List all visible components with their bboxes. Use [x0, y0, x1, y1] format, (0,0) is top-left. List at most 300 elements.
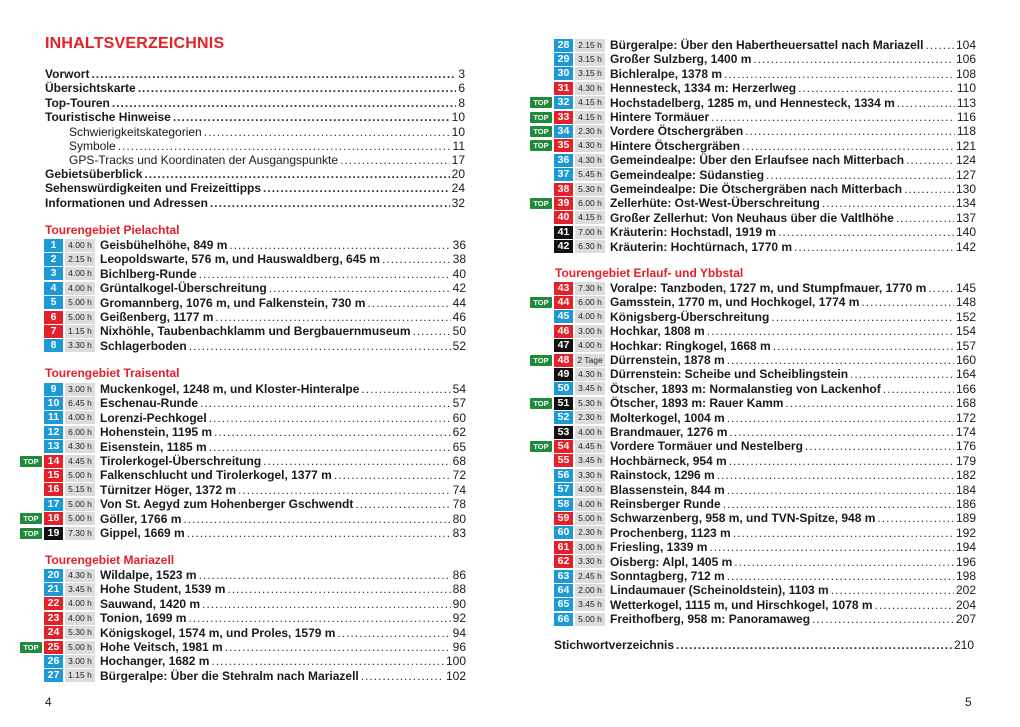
leader-dots — [745, 124, 955, 138]
tour-page: 83 — [452, 526, 466, 540]
tour-entry[interactable] — [554, 124, 976, 138]
leader-dots — [723, 497, 954, 511]
page-title: INHALTSVERZEICHNIS — [45, 35, 225, 52]
tour-entry[interactable] — [44, 324, 466, 338]
tour-title: Hintere Tormäuer — [610, 110, 710, 124]
toc-entry[interactable] — [45, 110, 465, 124]
leader-dots — [778, 225, 954, 239]
leader-dots — [734, 555, 954, 569]
tour-number: 29 — [554, 53, 573, 66]
leader-dots — [112, 96, 456, 110]
tour-number: 21 — [44, 583, 63, 596]
tour-page: 134 — [955, 196, 976, 211]
tour-entry[interactable] — [554, 295, 976, 309]
tour-duration: 3.30 h — [575, 555, 605, 568]
tour-duration: 5.30 h — [65, 626, 95, 639]
tour-title: Wildalpe, 1523 m — [100, 568, 197, 582]
leader-dots — [215, 310, 450, 324]
toc-entry[interactable] — [45, 96, 465, 110]
tour-page: 184 — [955, 482, 976, 497]
tour-page: 108 — [955, 66, 976, 81]
top-badge: TOP — [530, 140, 552, 151]
tour-number: 64 — [554, 584, 573, 597]
tour-title: Hochanger, 1682 m — [100, 654, 210, 669]
tour-entry[interactable] — [554, 497, 976, 511]
page-number-left: 4 — [45, 695, 52, 709]
tour-duration: 3.00 h — [65, 383, 95, 396]
tour-title: Oisberg: Alpl, 1405 m — [610, 554, 733, 569]
tour-number: 54 — [554, 440, 573, 453]
tour-number: 60 — [554, 526, 573, 539]
tour-page: 174 — [955, 425, 976, 439]
tour-duration: 4.00 h — [575, 426, 605, 439]
top-badge: TOP — [530, 198, 552, 209]
tour-number: 62 — [554, 555, 573, 568]
tour-title: Eisenstein, 1185 m — [100, 439, 207, 454]
tour-entry[interactable] — [554, 81, 976, 95]
tour-title: Gromannberg, 1076 m, und Falkenstein, 730 m — [100, 295, 366, 310]
tour-number: 5 — [44, 296, 63, 309]
tour-page: 78 — [452, 497, 466, 512]
tour-duration: 5.30 h — [575, 397, 605, 410]
tour-entry[interactable] — [554, 67, 976, 81]
tour-number: 66 — [554, 613, 573, 626]
tour-number: 34 — [554, 125, 573, 138]
tour-title: Bürgeralpe: Über den Habertheuersattel nach Mariazell — [610, 38, 924, 52]
tour-number: 7 — [44, 325, 63, 338]
leader-dots — [200, 396, 451, 410]
tour-duration: 1.15 h — [65, 669, 95, 682]
toc-entry[interactable] — [45, 181, 465, 195]
tour-page: 179 — [955, 453, 976, 468]
tour-number: 17 — [44, 498, 63, 511]
tour-duration: 2.15 h — [65, 253, 95, 266]
tour-duration: 3.45 h — [575, 382, 605, 395]
tour-page: 46 — [452, 310, 466, 324]
tour-entry[interactable] — [554, 310, 976, 324]
tour-page: 204 — [955, 597, 976, 612]
tour-page: 106 — [955, 52, 976, 67]
tour-entry[interactable] — [554, 540, 976, 554]
tour-page: 196 — [955, 554, 976, 569]
section-heading: Tourengebiet Pielachtal — [45, 223, 180, 237]
toc-entry-page: 10 — [451, 110, 465, 124]
leader-dots — [340, 153, 450, 167]
tour-duration: 3.15 h — [575, 67, 605, 80]
leader-dots — [173, 110, 450, 124]
toc-entry-label: Touristische Hinweise — [45, 110, 171, 124]
leader-dots — [753, 52, 954, 66]
tour-number: 51 — [554, 397, 573, 410]
tour-entry[interactable] — [554, 196, 976, 210]
leader-dots — [727, 483, 954, 497]
tour-entry[interactable] — [44, 267, 466, 281]
tour-title: Gemeindealpe: Die Ötschergräben nach Mitterbach — [610, 182, 903, 196]
tour-title: Falkenschlucht und Tirolerkogel, 1377 m — [100, 468, 332, 483]
tour-page: 164 — [955, 367, 976, 382]
tour-entry[interactable] — [554, 526, 976, 540]
tour-page: 90 — [452, 596, 466, 611]
tour-number: 38 — [554, 183, 573, 196]
toc-entry-label: Sehenswürdigkeiten und Freizeittipps — [45, 181, 262, 195]
tour-page: 72 — [452, 468, 466, 483]
tour-page: 124 — [955, 153, 976, 168]
tour-duration: 2.30 h — [575, 411, 605, 424]
tour-duration: 6.00 h — [65, 426, 95, 439]
tour-page: 57 — [452, 396, 466, 411]
tour-page: 92 — [452, 611, 466, 626]
tour-page: 100 — [445, 654, 466, 669]
tour-page: 198 — [955, 569, 976, 583]
tour-duration: 3.30 h — [575, 469, 605, 482]
tour-page: 160 — [955, 353, 976, 367]
toc-entry-page: 24 — [451, 181, 465, 195]
tour-duration: 5.00 h — [65, 296, 95, 309]
tour-entry[interactable] — [44, 238, 466, 252]
leader-dots — [138, 81, 457, 95]
tour-duration: 5.30 h — [575, 183, 605, 196]
tour-number: 50 — [554, 382, 573, 395]
tour-entry[interactable] — [554, 96, 976, 110]
toc-entry-page: 8 — [458, 96, 465, 110]
tour-duration: 3.00 h — [575, 325, 605, 338]
tour-duration: 2 Tage — [575, 354, 605, 367]
tour-title: Hochkar, 1808 m — [610, 324, 705, 339]
toc-entry-label: Schwierigkeitskategorien — [69, 125, 202, 139]
leader-dots — [263, 454, 450, 468]
toc-entry[interactable] — [69, 139, 465, 153]
toc-entry-page: 3 — [458, 67, 465, 81]
tour-page: 137 — [955, 210, 976, 225]
leader-dots — [238, 483, 451, 497]
leader-dots — [798, 81, 955, 95]
tour-page: 130 — [955, 182, 976, 196]
tour-duration: 5.00 h — [65, 498, 95, 511]
tour-title: Rainstock, 1296 m — [610, 468, 715, 483]
leader-dots — [771, 310, 954, 324]
top-badge: TOP — [530, 126, 552, 137]
tour-title: Sonntagberg, 712 m — [610, 569, 725, 583]
tour-number: 2 — [44, 253, 63, 266]
tour-entry[interactable] — [554, 483, 976, 497]
tour-duration: 4.30 h — [575, 139, 605, 152]
tour-entry[interactable] — [44, 497, 466, 511]
tour-entry[interactable] — [554, 583, 976, 597]
tour-duration: 7.30 h — [575, 282, 605, 295]
toc-entry[interactable] — [45, 167, 465, 181]
toc-entry-page: 20 — [451, 167, 465, 181]
toc-entry[interactable] — [69, 153, 465, 167]
leader-dots — [727, 353, 954, 367]
tour-entry[interactable] — [44, 654, 466, 668]
tour-duration: 5.45 h — [575, 168, 605, 181]
tour-entry[interactable] — [44, 611, 466, 625]
tour-entry[interactable] — [44, 296, 466, 310]
tour-entry[interactable] — [554, 425, 976, 439]
tour-number: 8 — [44, 339, 63, 352]
tour-entry[interactable] — [44, 483, 466, 497]
tour-entry[interactable] — [44, 440, 466, 454]
tour-entry[interactable] — [44, 425, 466, 439]
section-heading: Tourengebiet Mariazell — [45, 553, 175, 567]
tour-entry[interactable] — [44, 640, 466, 654]
tour-entry[interactable] — [44, 310, 466, 324]
index-entry-page: 210 — [953, 638, 974, 652]
tour-number: 37 — [554, 168, 573, 181]
tour-entry[interactable] — [554, 211, 976, 225]
toc-entry[interactable] — [45, 81, 465, 95]
toc-entry-label: Gebietsüberblick — [45, 167, 143, 181]
tour-entry[interactable] — [554, 153, 976, 167]
tour-entry[interactable] — [44, 454, 466, 468]
toc-entry-label: Übersichtskarte — [45, 81, 136, 95]
leader-dots — [361, 382, 450, 396]
section-heading: Tourengebiet Traisental — [45, 366, 180, 380]
tour-entry[interactable] — [554, 339, 976, 353]
tour-number: 58 — [554, 498, 573, 511]
tour-page: 80 — [452, 511, 466, 526]
toc-entry-label: Informationen und Adressen — [45, 196, 208, 210]
tour-page: 74 — [452, 482, 466, 497]
tour-duration: 2.30 h — [575, 526, 605, 539]
tour-number: 20 — [44, 569, 63, 582]
leader-dots — [187, 526, 451, 540]
tour-entry[interactable] — [554, 468, 976, 482]
tour-number: 28 — [554, 39, 573, 52]
tour-entry[interactable] — [44, 669, 466, 683]
tour-entry[interactable] — [554, 454, 976, 468]
toc-entry-page: 32 — [451, 196, 465, 210]
tour-page: 54 — [452, 382, 466, 396]
tour-entry[interactable] — [44, 411, 466, 425]
tour-title: Gemeindealpe: Über den Erlaufsee nach Mitterbach — [610, 153, 905, 168]
tour-page: 60 — [452, 410, 466, 425]
tour-title: Blassenstein, 844 m — [610, 482, 725, 497]
tour-number: 43 — [554, 282, 573, 295]
tour-title: Gamsstein, 1770 m, und Hochkogel, 1774 m — [610, 295, 860, 310]
tour-entry[interactable] — [554, 555, 976, 569]
tour-entry[interactable] — [554, 139, 976, 153]
tour-duration: 4.15 h — [575, 111, 605, 124]
tour-page: 145 — [955, 281, 976, 295]
tour-entry[interactable] — [44, 568, 466, 582]
tour-number: 3 — [44, 267, 63, 280]
tour-title: Voralpe: Tanzboden, 1727 m, und Stumpfmauer, 1770 m — [610, 281, 927, 295]
leader-dots — [729, 425, 954, 439]
tour-number: 61 — [554, 541, 573, 554]
toc-entry-page: 17 — [451, 153, 465, 167]
tour-entry[interactable] — [44, 512, 466, 526]
tour-entry[interactable] — [554, 168, 976, 182]
tour-title: Ötscher, 1893 m: Rauer Kamm — [610, 396, 784, 411]
leader-dots — [202, 597, 451, 611]
tour-entry[interactable] — [554, 240, 976, 254]
tour-entry[interactable] — [554, 324, 976, 338]
tour-title: Brandmauer, 1276 m — [610, 425, 728, 439]
tour-duration: 4.30 h — [65, 569, 95, 582]
tour-entry[interactable] — [44, 626, 466, 640]
top-badge: TOP — [20, 528, 42, 539]
tour-duration: 4.30 h — [65, 440, 95, 453]
tour-duration: 4.30 h — [575, 368, 605, 381]
tour-title: Vordere Ötschergräben — [610, 124, 744, 139]
tour-number: 47 — [554, 339, 573, 352]
leader-dots — [805, 439, 954, 453]
top-badge: TOP — [530, 398, 552, 409]
tour-duration: 4.00 h — [575, 339, 605, 352]
tour-entry[interactable] — [554, 612, 976, 626]
tour-title: Friesling, 1339 m — [610, 540, 708, 555]
tour-entry[interactable] — [44, 252, 466, 266]
tour-duration: 6.00 h — [575, 296, 605, 309]
leader-dots — [227, 582, 450, 596]
tour-entry[interactable] — [554, 569, 976, 583]
leader-dots — [382, 252, 451, 266]
tour-title: Molterkogel, 1004 m — [610, 410, 725, 425]
tour-title: Göller, 1766 m — [100, 511, 182, 526]
leader-dots — [199, 568, 451, 582]
tour-duration: 3.45 h — [575, 598, 605, 611]
leader-dots — [367, 296, 450, 310]
tour-entry[interactable] — [554, 225, 976, 239]
tour-page: 168 — [955, 396, 976, 411]
tour-title: Bichlberg-Runde — [100, 266, 197, 281]
tour-title: Leopoldswarte, 576 m, und Hauswaldberg, 645 m — [100, 252, 381, 267]
tour-page: 192 — [955, 525, 976, 540]
tour-page: 94 — [452, 625, 466, 640]
tour-number: 49 — [554, 368, 573, 381]
tour-entry[interactable] — [554, 182, 976, 196]
top-badge: TOP — [20, 513, 42, 524]
leader-dots — [850, 367, 954, 381]
tour-entry[interactable] — [44, 597, 466, 611]
tour-entry[interactable] — [44, 382, 466, 396]
tour-entry[interactable] — [554, 367, 976, 381]
toc-entry-label: GPS-Tracks und Koordinaten der Ausgangspunkte — [69, 153, 339, 167]
tour-entry[interactable] — [554, 396, 976, 410]
tour-entry[interactable] — [554, 353, 976, 367]
tour-title: Lindaumauer (Scheinoldstein), 1103 m — [610, 583, 829, 598]
tour-duration: 5.00 h — [575, 512, 605, 525]
tour-duration: 7.30 h — [65, 527, 95, 540]
tour-duration: 5.00 h — [575, 613, 605, 626]
tour-page: 65 — [452, 439, 466, 454]
leader-dots — [733, 526, 954, 540]
tour-entry[interactable] — [554, 38, 976, 52]
toc-entry-page: 11 — [452, 139, 465, 153]
leader-dots — [897, 96, 955, 110]
tour-entry[interactable] — [554, 598, 976, 612]
tour-number: 39 — [554, 197, 573, 210]
leader-dots — [413, 324, 451, 338]
tour-entry[interactable] — [554, 110, 976, 124]
tour-page: 44 — [452, 295, 466, 310]
tour-number: 59 — [554, 512, 573, 525]
tour-entry[interactable] — [44, 526, 466, 540]
tour-number: 52 — [554, 411, 573, 424]
tour-entry[interactable] — [554, 52, 976, 66]
page-number-right: 5 — [965, 695, 972, 709]
tour-duration: 4.15 h — [575, 96, 605, 109]
tour-number: 12 — [44, 426, 63, 439]
top-badge: TOP — [20, 456, 42, 467]
tour-title: Kräuterin: Hochstadl, 1919 m — [610, 225, 777, 240]
leader-dots — [118, 139, 451, 153]
leader-dots — [822, 196, 954, 210]
tour-duration: 2.15 h — [575, 39, 605, 52]
tour-duration: 4.00 h — [575, 310, 605, 323]
tour-title: Gippel, 1669 m — [100, 526, 185, 540]
tour-page: 189 — [955, 511, 976, 526]
tour-entry[interactable] — [44, 582, 466, 596]
tour-title: Hohe Student, 1539 m — [100, 582, 226, 597]
tour-duration: 3.45 h — [575, 454, 605, 467]
toc-entry[interactable] — [69, 125, 465, 139]
leader-dots — [831, 583, 954, 597]
tour-page: 127 — [955, 167, 976, 182]
toc-entry[interactable] — [45, 67, 465, 81]
leader-dots — [225, 640, 451, 654]
leader-dots — [724, 67, 954, 81]
tour-number: 4 — [44, 282, 63, 295]
tour-number: 18 — [44, 512, 63, 525]
index-entry[interactable] — [554, 638, 974, 652]
tour-page: 157 — [955, 338, 976, 353]
tour-page: 62 — [452, 425, 466, 440]
tour-title: Tirolerkogel-Überschreitung — [100, 454, 262, 468]
tour-duration: 3.15 h — [575, 53, 605, 66]
tour-page: 182 — [955, 468, 976, 483]
tour-entry[interactable] — [44, 281, 466, 295]
tour-number: 23 — [44, 612, 63, 625]
toc-entry[interactable] — [45, 196, 465, 210]
tour-number: 63 — [554, 570, 573, 583]
tour-number: 27 — [44, 669, 63, 682]
tour-entry[interactable] — [44, 396, 466, 410]
tour-duration: 5.00 h — [65, 512, 95, 525]
tour-title: Sauwand, 1420 m — [100, 596, 201, 611]
tour-number: 55 — [554, 454, 573, 467]
leader-dots — [204, 125, 450, 139]
tour-duration: 6.00 h — [575, 197, 605, 210]
tour-title: Hintere Ötschergräben — [610, 138, 741, 153]
index-entry-label: Stichwortverzeichnis — [554, 638, 675, 652]
tour-entry[interactable] — [554, 411, 976, 425]
tour-entry[interactable] — [44, 339, 466, 353]
leader-dots — [361, 669, 444, 683]
tour-entry[interactable] — [554, 382, 976, 396]
tour-duration: 6.45 h — [65, 397, 95, 410]
leader-dots — [729, 454, 954, 468]
tour-number: 10 — [44, 397, 63, 410]
tour-title: Hohenstein, 1195 m — [100, 425, 213, 440]
tour-entry[interactable] — [554, 511, 976, 525]
top-badge: TOP — [530, 441, 552, 452]
tour-number: 26 — [44, 655, 63, 668]
tour-title: Bürgeralpe: Über die Stehralm nach Mariazell — [100, 668, 359, 683]
tour-entry[interactable] — [554, 439, 976, 453]
leader-dots — [861, 295, 954, 309]
tour-page: 140 — [955, 225, 976, 240]
tour-title: Dürrenstein: Scheibe und Scheiblingstein — [610, 367, 849, 382]
tour-duration: 4.00 h — [65, 411, 95, 424]
tour-entry[interactable] — [44, 468, 466, 482]
tour-page: 121 — [955, 138, 976, 153]
tour-page: 116 — [956, 110, 976, 124]
tour-title: Hochbärneck, 954 m — [610, 453, 727, 468]
leader-dots — [727, 569, 954, 583]
tour-entry[interactable] — [554, 281, 976, 295]
